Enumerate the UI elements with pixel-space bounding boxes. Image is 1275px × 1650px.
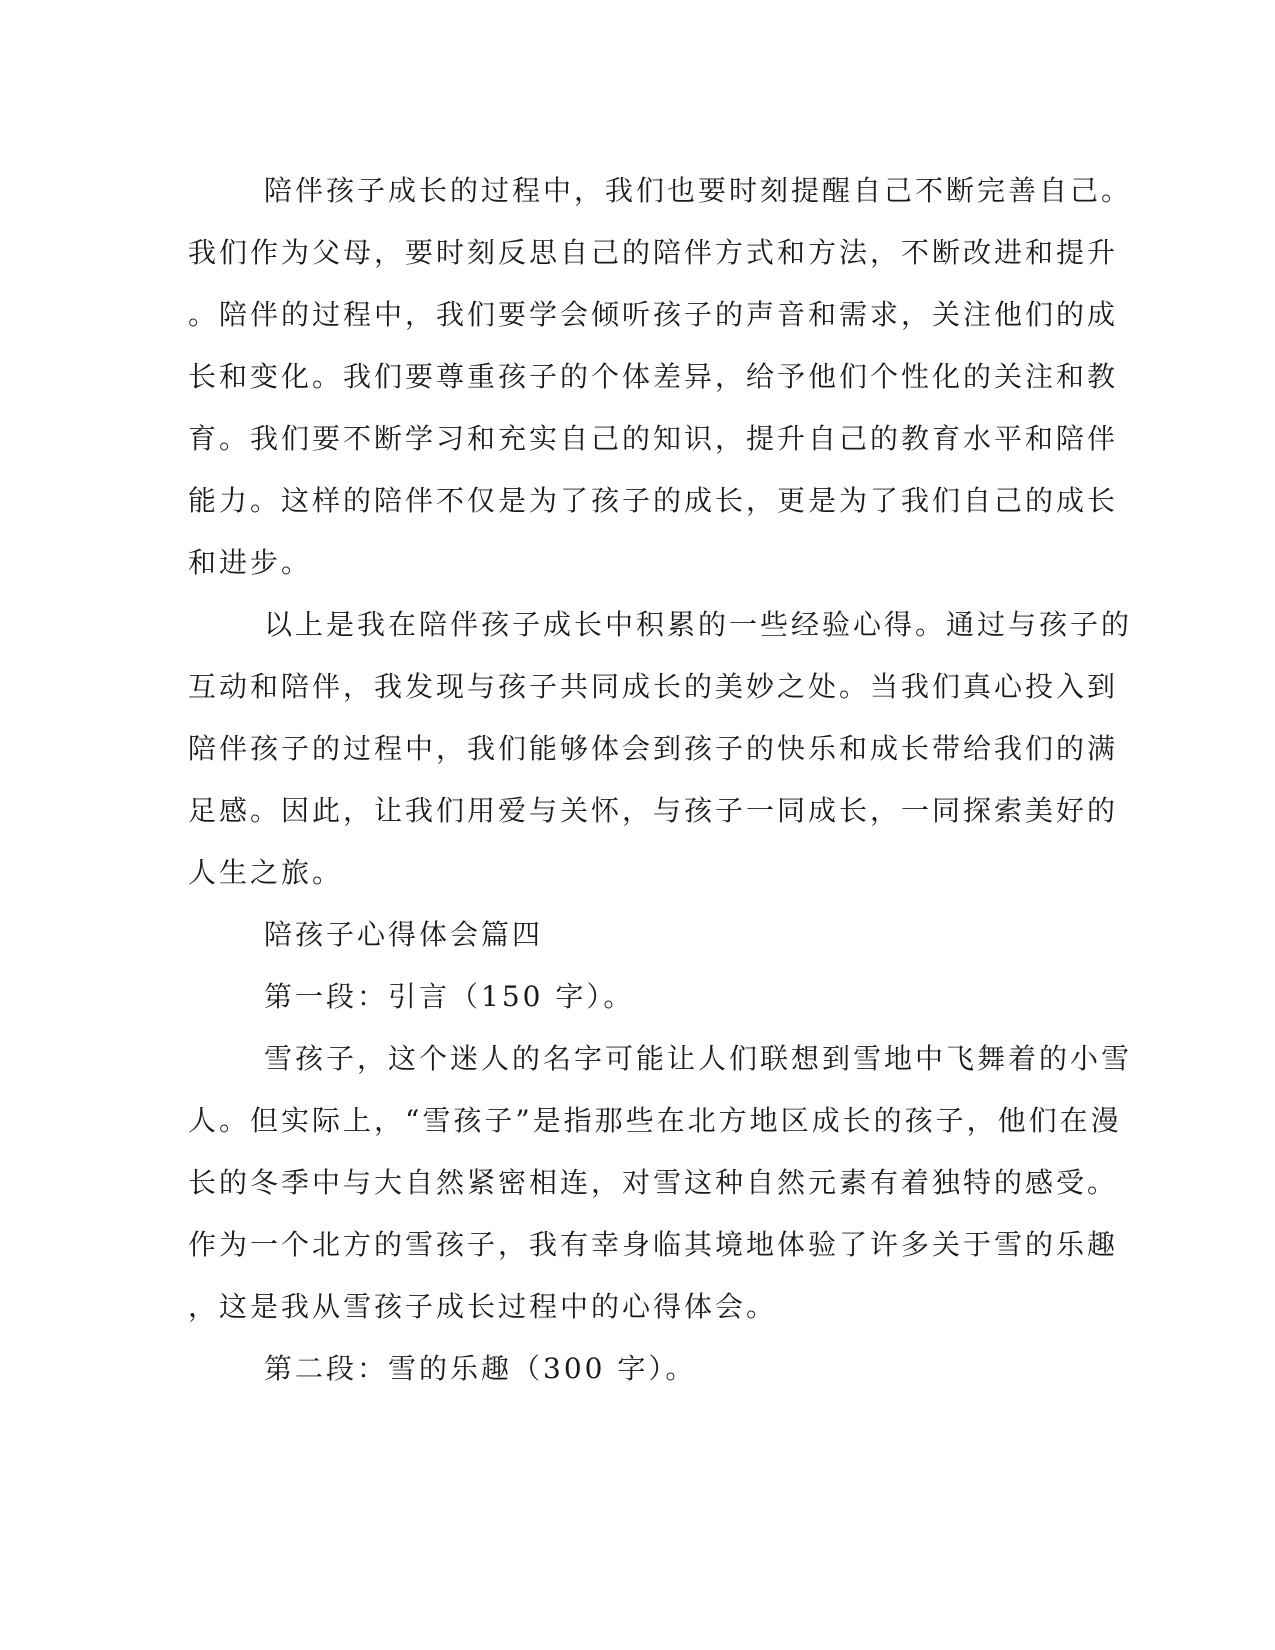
paragraph: [188, 594, 1133, 904]
paragraph-line: 育。我们要不断学习和充实自己的知识，提升自己的教育水平和陪伴: [188, 422, 1119, 455]
paragraph-line: 足感。因此，让我们用爱与关怀，与孩子一同成长，一同探索美好的: [188, 794, 1119, 827]
section-heading: [188, 904, 1068, 966]
paragraph-line: 。陪伴的过程中，我们要学会倾听孩子的声音和需求，关注他们的成: [188, 298, 1119, 331]
paragraph-line: 雪孩子，这个迷人的名字可能让人们联想到雪地中飞舞着的小雪: [264, 1042, 1133, 1075]
paragraph-line: 我们作为父母，要时刻反思自己的陪伴方式和方法，不断改进和提升: [188, 236, 1119, 269]
subsection-heading: [188, 966, 1068, 1028]
paragraph-line: 陪伴孩子的过程中，我们能够体会到孩子的快乐和成长带给我们的满: [188, 732, 1119, 765]
paragraph-line: 陪伴孩子成长的过程中，我们也要时刻提醒自己不断完善自己。: [264, 174, 1133, 207]
paragraph-line: 以上是我在陪伴孩子成长中积累的一些经验心得。通过与孩子的: [264, 608, 1133, 641]
subsection-heading-text: 第二段：雪的乐趣（300 字）。: [264, 1352, 697, 1385]
subsection-heading-text: 第一段：引言（150 字）。: [264, 980, 635, 1013]
paragraph-line: 人。但实际上，“雪孩子”是指那些在北方地区成长的孩子，他们在漫: [188, 1104, 1122, 1137]
paragraph-line: 和进步。: [188, 546, 313, 579]
paragraph-line: 互动和陪伴，我发现与孩子共同成长的美妙之处。当我们真心投入到: [188, 670, 1119, 703]
paragraph-line: ，这是我从雪孩子成长过程中的心得体会。: [188, 1290, 778, 1323]
paragraph: [188, 1028, 1133, 1338]
paragraph-line: 长和变化。我们要尊重孩子的个体差异，给予他们个性化的关注和教: [188, 360, 1119, 393]
section-heading-text: 陪孩子心得体会篇四: [264, 918, 544, 951]
paragraph: [188, 160, 1133, 594]
paragraph-line: 能力。这样的陪伴不仅是为了孩子的成长，更是为了我们自己的成长: [188, 484, 1119, 517]
paragraph-line: 人生之旅。: [188, 856, 344, 889]
paragraph-line: 长的冬季中与大自然紧密相连，对雪这种自然元素有着独特的感受。: [188, 1166, 1119, 1199]
subsection-heading: [188, 1338, 1068, 1400]
paragraph-line: 作为一个北方的雪孩子，我有幸身临其境地体验了许多关于雪的乐趣: [188, 1228, 1119, 1261]
document-body: [188, 160, 1133, 1400]
